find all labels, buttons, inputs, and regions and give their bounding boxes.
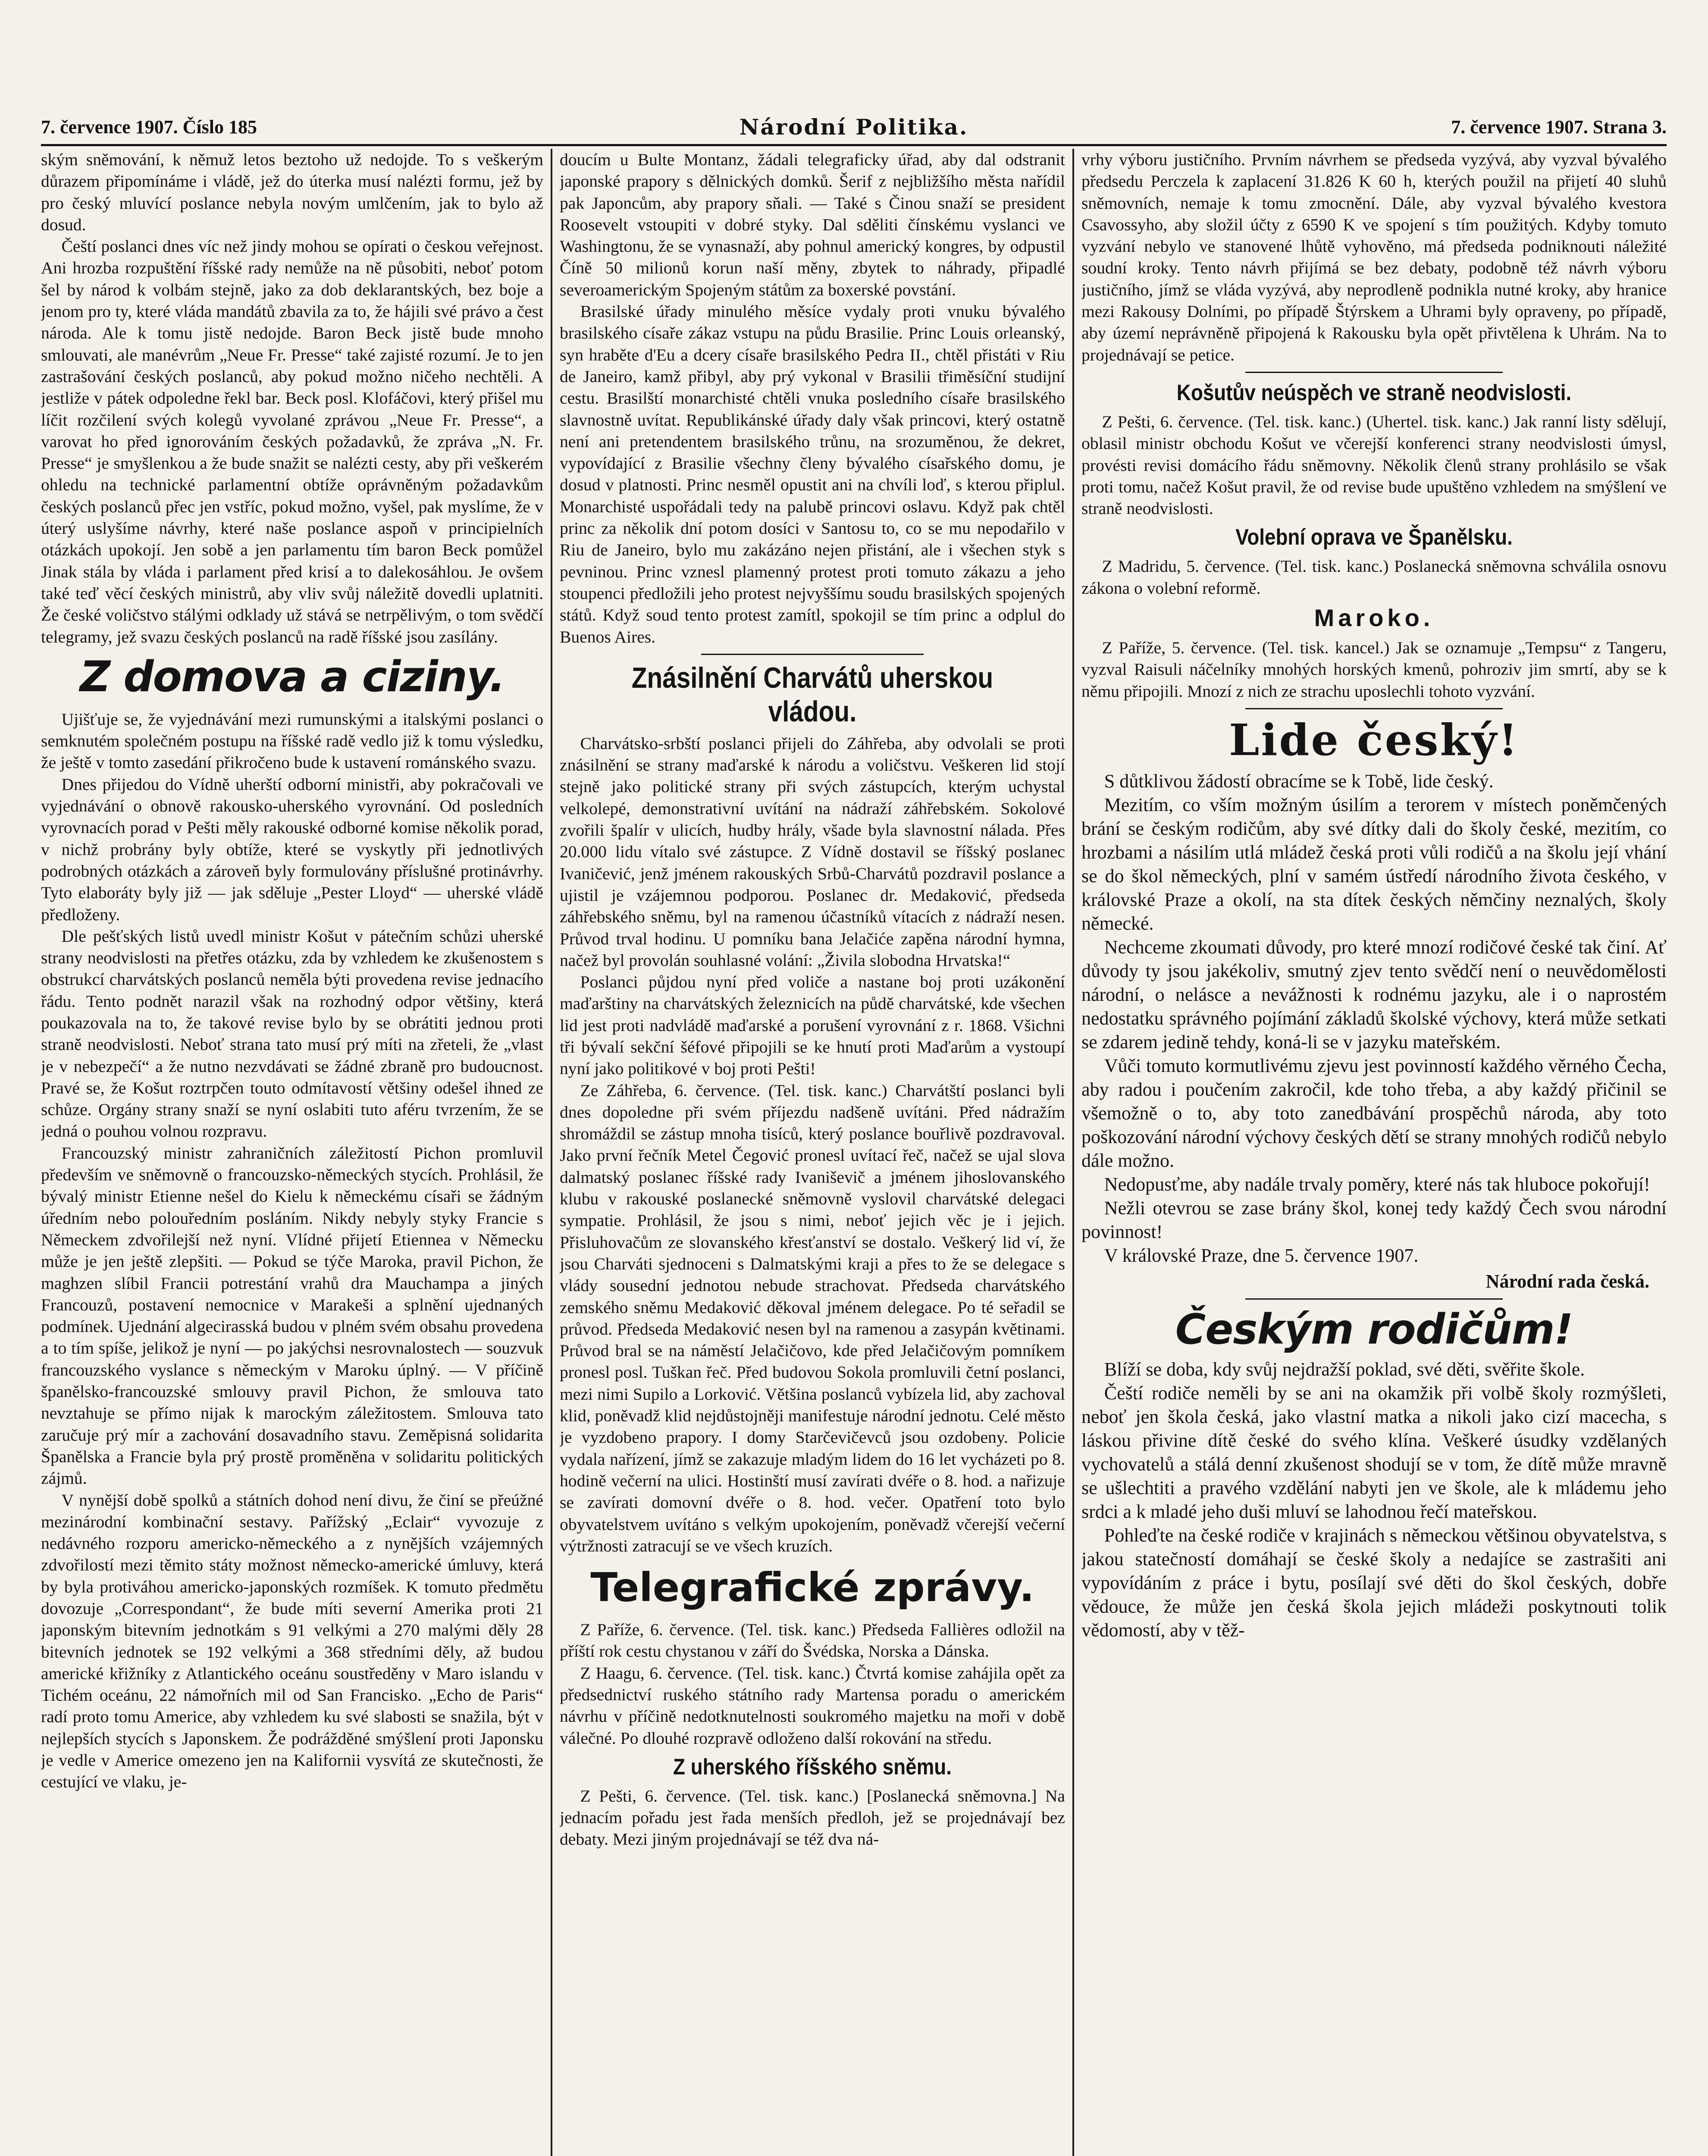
appeal-paragraph: Nechceme zkoumati důvody, pro které mnozí rodičové české tak činí. Ať důvody ty jsou jakékoliv, smutný zjev tento svědčí není o neuvědomělosti národní, o nelásce a nevážnosti k rodnému jazyku, ale i o naprostém nedostatku správného pojímání základů školské výchovy, která může setkati se zdarem jedině tehdy, koná-li se v jazyku mateřském.: [1081, 936, 1667, 1053]
masthead-rule: [41, 144, 1667, 146]
article-paragraph: ským sněmování, k němuž letos beztoho už nedojde. To s veškerým důrazem připomínáme i vládě, jež do úterka musí nalézti formu, jež by pro český mluvící poslance nebyla novým umlčením, jak to bylo až dosud.: [41, 150, 543, 234]
masthead-title: Národní Politika.: [739, 114, 968, 140]
article-separator: [701, 654, 924, 655]
article-paragraph: Z Paříže, 6. července. (Tel. tisk. kanc.) Předseda Fallières odložil na příští rok cestu chystanou v září do Švédska, Norska a Dánska.: [560, 1620, 1065, 1661]
article-paragraph: Francouzský ministr zahraničních záležitostí Pichon promluvil především ve sněmovně o francouzsko-německých stycích. Prohlásil, že bývalý ministr Etienne nešel do Kielu k německému císaři se žádným úředním nebo polouředním posláním. Nikdy nebyly styky Francie s Německem zdvořilejší než nyní. Vlídné přijetí Etiennea v Německu může je jen ještě zlepšiti. — Pokud se týče Maroka, pravil Pichon, že maghzen slíbil Francii potrestání vrahů dra Mauchampa a jiných Francouzů, postavení nemocnice v Marakeši a splnění ujednaných podmínek. Ujednání algecirasská budou v plném svém obsahu provedena a to tím spíše, jelikož je nyní — po jakýchsi nesrovnalostech — souzvuk francouzského vyslance s německým v Maroku úplný. — V příčině španělsko-francouzské smlouvy pravil Pichon, že smlouva tato nevztahuje se přímo nijak k marockým záležitostem. Smlouva tato zaručuje prý mír a zachování dosavadního stavu. Zeměpisná solidarita Španělska a Francie byla prý prostě proměněna v solidaritu politických zájmů.: [41, 1143, 543, 1488]
article-paragraph: vrhy výboru justičního. Prvním návrhem se předseda vyzývá, aby vyzval bývalého předsedu Perczela k zaplacení 31.826 K 60 h, kterých použil na přijetí 40 sluhů sněmovních, nemaje k tomu zmocnění. Dále, aby vyzval bývalého kvestora Csavossyho, aby složil účty z 6590 K ve spojení s tím použitých. Kdyby tomuto vyzvání nebylo ve stanovené lhůtě vyhověno, má předseda podniknouti náležité soudní kroky. Tento návrh přijímá se bez debaty, podobně též návrh výboru justičního, jímž se vláda vyzývá, aby neprodleně podnikla nutné kroky, aby hranice mezi Rakousy Dolními, po případě Štýrskem a Uhrami byly opraveny, po případě, aby území neprávněně připojená k Rakousku byla opět přivtělena k Uhrám. Na to projednávají se petice.: [1081, 150, 1667, 364]
heading-morocco: Maroko.: [1314, 604, 1434, 632]
appeal-paragraph: Čeští rodiče neměli by se ani na okamžik při volbě školy rozmýšleti, neboť jen škola česká, jako vlastní matka a nikoli jako cizí macecha, s láskou přivine dítě české do svého klína. Veškeré úsudky vzdělaných vychovatelů a stálá denní zkušenost shodují se v tom, že dítě může mravně se ušlechtiti a pravého vzdělání nabyti jen ve škole, ale k mládemu jeho srdci a k mladé jeho duši mluví se lahodnou řečí mateřskou.: [1081, 1382, 1667, 1523]
appeal-dateline: V královské Praze, dne 5. července 1907.: [1104, 1244, 1419, 1266]
article-paragraph: Brasilské úřady minulého měsíce vydaly proti vnuku bývalého brasilského císaře zákaz vstupu na půdu Brasilie. Princ Louis orleanský, syn hraběte d'Eu a dcery císaře brasilského Pedra II., chtěl přistáti v Riu de Janeiro, kamž přibyl, aby prý vykonal v Brasilii třiměsíční studijní cestu. Brasilští monarchisté chtěli vnuka posledního císaře brasilského slavnostně uvítat. Republikánské úřady daly však princovi, který ostatně není ani pretendentem brasilského trůnu, na srozuměnou, že dekret, vypovídající z Brasilie všechny členy bývalého císařského domu, je dosud v platnosti. Princ nesměl opustit ani na chvíli loď, s kterou připlul. Monarchisté uspořádali tedy na palubě princovi oslavu. Když pak chtěl princ za několik dní potom dosíci v Santosu to, co se mu nepodařilo v Riu de Janeiro, bylo mu zakázáno nejen přistání, ale i všechen styk s pevninou. Princ vznesl plamenný protest proti tomuto zákazu a jeho stoupenci předložili jeho protest nejvyššímu soudu brasilských spojených států. Když soud tento protest zamítl, spokojil se tím princ a odplul do Buenos Aires.: [560, 302, 1065, 646]
article-paragraph: Z Haagu, 6. července. (Tel. tisk. kanc.) Čtvrtá komise zahájila opět za předsednictví ruského státního rady Martensa poradu o americkém návrhu v příčině nedotknutelnosti soukromého majetku na moři v době válečné. Po dlouhé rozpravě odloženo další rokování na středu.: [560, 1663, 1065, 1748]
column-left: [41, 149, 543, 2156]
masthead: [41, 112, 1667, 142]
heading-croatia: Znásilnění Charvátů uherskou vládou.: [631, 661, 993, 728]
appeal-signature: Národní rada česká.: [1485, 1270, 1649, 1292]
appeal-paragraph: Nežli otevrou se zase brány škol, konej tedy každý Čech svou národní povinnost!: [1081, 1197, 1667, 1242]
article-paragraph: V nynější době spolků a státních dohod není divu, že činí se přeúžné mezinárodní kombinační sestavy. Pařížský „Eclair“ vyvozuje z nedávného rozporu americko-německého a z nynějších vzájemných zdvořilostí mezi těmito státy možnost německo-americké úmluvy, která by byla protiváhou americko-japonských rozmíšek. K tomuto předmětu dovozuje „Correspondant“, že bude míti severní Amerika proti 21 japonským bitevním jednotkám s 91 velkými a 270 malými děly 28 bitevních jednotek se 192 velkými a 368 středními děly, až budou americké křižníky z Atlantického oceánu soustředěny v Maro islandu v Tichém oceánu, 22 námořních mil od San Francisko. „Echo de Paris“ radí proto tomu Americe, aby vzhledem ku své slabosti se snažila, být v nejlepších stycích s Japonskem. Že podrážděné smýšlení proti Japonsku je vedle v Americe omezeno jen na Kalifornii vysvítá ze skutečnosti, že cestující ve vlaku, je-: [41, 1490, 543, 1792]
heading-czech-parents: Českým rodičům!: [1175, 1305, 1573, 1354]
article-paragraph: Čeští poslanci dnes víc než jindy mohou se opírati o českou veřejnost. Ani hrozba rozpuštění říšské rady nemůže na ně působiti, neboť potom šel by národ k volbám stejně, jako za dob deklarantských, bez boje a jenom pro ty, které vláda mandátů zbavila za to, že hájili své právo a čest národa. Ale k tomu jistě nedojde. Baron Beck jistě bude mnoho smlouvati, ale manévrům „Neue Fr. Presse“ také zajisté rozumí. Je to jen zastrašování českých poslanců, aby pokud možno ničeho nechtěli. A jestliže v pátek odpoledne řekl bar. Beck posl. Klofáčovi, který přišel mu líčit rozčilení svých kolegů vyvolané zprávou „Neue Fr. Presse“, a varovat ho před ignorováním českých požadavků, že zpráva „N. Fr. Presse“ je smyšlenkou a že bude snažit se nalézti cesty, aby při veškerém ohledu na technické parlamentní obtíže oprávněným požadavkům českých poslanců přec jen vstříc, pokud možno, vyšel, pak myslíme, že v úterý uslyšíme návrhy, které naše poslance aspoň v principielních otázkách upokojí. Jen sobě a jen parlamentu tím baron Beck pomůžel Jinak stála by vláda i parlament před krisí a to dalekosáhlou. Je ovšem také teď věcí českých ministrů, aby vliv svůj náležitě dovedli uplatniti. Že české voličstvo stálými odklady už stává se netrpělivým, o tom svědčí telegramy, jež svazu českých poslanců na radě říšské jsou zasílány.: [41, 237, 543, 646]
article-paragraph: Z Paříže, 5. července. (Tel. tisk. kancel.) Jak se oznamuje „Tempsu“ z Tangeru, vyzval Raisuli náčelníky mnohých horských kmenů, pohroziv jim smrtí, aby se k němu připojili. Mnozí z nich ze strachu uposlechli tohoto vyzvání.: [1081, 638, 1667, 701]
section-heading-domestic-foreign: Z domova a ciziny.: [80, 652, 505, 702]
heading-kossuth: Košutův neúspěch ve straně neodvislosti.: [1176, 380, 1572, 405]
article-paragraph: Charvátsko-srbští poslanci přijeli do Záhřeba, aby odvolali se proti znásilnění se strany maďarské k národu a voličstvu. Veškeren lid stojí stejně jako politické strany při svých zástupcích, kterým uchystal velkolepé, demonstrativní uvítání na nádraží záhřebském. Sokolové zvořili špalír v ulicích, hudby hrály, všade byla slavnostní nálada. Přes 20.000 lidu vítalo své zástupce. Z Vídně dostavil se říšský poslanec Ivaničević, jenž jménem rakouských Srbů-Charvátů pozdravil poslance a ujistil je vzájemnou podporou. Poslanec dr. Medaković, předseda záhřebského sněmu, byl na ramenou účastníků vítacích z nádraží nesen. Průvod trval hodinu. U pomníku bana Jelačiće zapěna národní hymna, načež byl provolán souhlasné volání: „Živila slobodna Hrvatska!“: [560, 733, 1065, 970]
article-paragraph: Z Pešti, 6. července. (Tel. tisk. kanc.) (Uhertel. tisk. kanc.) Jak ranní listy sdělují, oblasil ministr obchodu Košut ve včerejší konferenci strany neodvislosti úmysl, provésti revisi domácího řádu sněmovny. Několik členů strany prohlásilo se však proti tomu, načež Košut pravil, že od revise bude upuštěno vzhledem na smýšlení ve straně neodvislosti.: [1081, 412, 1667, 518]
heading-czech-people: Lide český!: [1229, 714, 1519, 765]
column-right: [1081, 149, 1667, 2156]
column-divider: [1072, 149, 1074, 2156]
heading-hungarian-parliament: Z uherského říšského sněmu.: [673, 1754, 952, 1780]
appeal-paragraph: Vůči tomuto kormutlivému zjevu jest povinností každého věrného Čecha, aby radou i poučením zakročil, kde toho třeba, a aby každý přičinil se všemožně o to, aby toto zanedbávání prospěchů národa, aby toto poškozování národní výchovy českých dětí se strany mnohých rodičů nebylo dále možno.: [1081, 1055, 1667, 1171]
article-paragraph: Z Madridu, 5. července. (Tel. tisk. kanc.) Poslanecká sněmovna schválila osnovu zákona o volební reformě.: [1081, 557, 1667, 598]
article-paragraph: Ujišťuje se, že vyjednávání mezi rumunskými a italskými poslanci o semknutém společném postupu na říšské radě vedlo již k tomu výsledku, že ještě v tomto zasedání přikročeno bude k ustavení románského svazu.: [41, 709, 543, 772]
column-divider: [551, 149, 552, 2156]
masthead-date-page: 7. července 1907. Strana 3.: [1451, 116, 1667, 138]
article-separator: [1245, 372, 1503, 373]
article-paragraph: Ze Záhřeba, 6. července. (Tel. tisk. kanc.) Charvátští poslanci byli dnes dopoledne při svém příjezdu nadšeně uvítáni. Před nádražím shromáždil se zástup mnoha tisíců, který poslance bouřlivě pozdravoval. Jako první řečník Metel Čegović pronesl uvítací řeč, načež se ujal slova dalmatský poslanec říšské rady Ivaniševič a jménem jihoslovanského klubu v rakouské poslanecké sněmovně vyslovil charvátské delegaci sympatie. Prohlásil, že jsou s nimi, neboť jejich věc je i jejich. Přisluhovačům ze slovanského křesťanství se dostalo. Veškerý lid ví, že jsou Charváti sjednoceni s Dalmatskými kraji a přes to že se delegace s vlády sousední jednotou nebude strachovat. Předseda charvátského zemského sněmu Medaković děkoval jménem delegace. Po té seřadil se průvod. Předseda Medaković nesen byl na ramenou a zasypán květinami. Průvod bral se na náměstí Jelačičovo, kde před Jelačičovým pomníkem pronesl posl. Tuškan řeč. Před budovou Sokola promluvili četní poslanci, mezi nimi Supilo a Lorković. Většina poslanců vybízela lid, aby zachoval klid, poněvadž klid nejdůstojněji manifestuje národní jednotu. Celé město je vyzdobeno prapory. I domy Starčevičevců jsou ozdobeny. Policie vydala nařízení, jímž se zakazuje mladým lidem do 16 let vycházeti po 8. hodině večerní na ulici. Hostinští musí zavírati dvéře o 8. hod. a nařizuje se zavírati domovní dvéře o 8. hod. večer. Opatření toto bylo obyvatelstvem uvítáno s velkým upokojením, poněvadž včerejší večerní výtržnosti zatracují se ve všech kruzích.: [560, 1081, 1065, 1555]
appeal-paragraph: Nedopusťme, aby nadále trvaly poměry, které nás tak hluboce pokořují!: [1104, 1173, 1650, 1195]
appeal-paragraph: Blíží se doba, kdy svůj nejdražší poklad, své děti, svěřite škole.: [1104, 1359, 1585, 1380]
heading-spain: Volební oprava ve Španělsku.: [1235, 525, 1513, 550]
heading-telegraph: Telegrafické zprávy.: [590, 1564, 1034, 1611]
appeal-paragraph: S důtklivou žádostí obracíme se k Tobě, lide český.: [1104, 770, 1494, 792]
article-paragraph: Z Pešti, 6. července. (Tel. tisk. kanc.) [Poslanecká sněmovna.] Na jednacím pořadu jest řada menších předloh, jež se projednávají bez debaty. Mezi jiným projednávají se též dva ná-: [560, 1786, 1065, 1849]
article-paragraph: Dnes přijedou do Vídně uherští odborní ministři, aby pokračovali ve vyjednávání o obnově rakousko-uherského vyrovnání. Od posledních vyrovnacích porad v Pešti měly rakouské odborné komise několik porad, v nichž probrány byly obtíže, které se vyskytly při jednotlivých podrobných otázkách a zároveň byly formulovány příslušné protinávrhy. Tyto elaboráty byly již — jak sděluje „Pester Lloyd“ — uherské vládě předloženy.: [41, 774, 543, 924]
appeal-paragraph: Mezitím, co vším možným úsilím a terorem v místech poněmčených brání se českým rodičům, aby své dítky dali do školy české, mezitím, co hrozbami a násilím utlá mládež česká proti vůli rodičů a na školu její vhání se do škol německých, plní v samém ústředí národního života českého, v královské Praze a okolí, na sta dítek českých němčiny neznalých, školy německé.: [1081, 794, 1667, 934]
article-paragraph: doucím u Bulte Montanz, žádali telegraficky úřad, aby dal odstranit japonské prapory s dělnických domků. Šerif z nejbližšího města nařídil pak Japoncům, aby prapory sňali. — Také s Činou snaží se president Roosevelt vstoupiti v dobré styky. Dal sděliti čínskému vyslanci ve Washingtonu, že se vynasnaží, aby pohnul americký kongres, by odpustil Číně 50 milionů korun naší měny, zbytek to náhrady, připadlé severoamerickým Spojeným státům za boxerské povstání.: [560, 150, 1065, 299]
appeal-paragraph: Pohleďte na české rodiče v krajinách s německou většinou obyvatelstva, s jakou statečností domáhají se české školy a nedajíce se zastrašiti ani vypovídáním z práce i bytu, posílají své děti do škol českých, dobře vědouce, že může jen česká škola jejich mládeži poskytnouti tolik vědomostí, aby v těž-: [1081, 1525, 1667, 1641]
article-separator: [1245, 1298, 1503, 1300]
article-paragraph: Dle pešťských listů uvedl ministr Košut v pátečním schůzi uherské strany neodvislosti na přetřes otázku, zda by vzhledem ke zkušenostem s obstrukcí charvátských poslanců neměla býti provedena revise jednacího řádu. Tento podnět narazil však na rozhodný odpor většiny, která poukazovala na to, že takové revise bylo by se obrátiti jednou proti straně neodvislosti. Neboť strana tato musí prý míti na zřeteli, že „vlast je v nebezpečí“ a že nutno nezvdávati se žádné zbraně pro budoucnost. Pravé se, že Košut roztrpčen touto odmítavostí většiny odešel ihned ze schůze. Orgány strany snaží se nyní oslabiti tuto aféru tvrzením, že se jedná o pouhou volnou rozpravu.: [41, 926, 543, 1141]
masthead-date-issue: 7. července 1907. Číslo 185: [41, 116, 257, 138]
article-paragraph: Poslanci půjdou nyní před voliče a nastane boj proti uzákonění maďarštiny na charvátských železnicích na půdě charvátské, kde všechen lid jest proti nadvládě maďarské a porušení vyrovnání z r. 1868. Všichni tři bývalí sekční šéfové připojili se ke hnutí proti Maďarům a vystoupí nyní jako politikové v boj proti Pešti!: [560, 972, 1065, 1078]
column-middle: [560, 149, 1065, 2156]
article-separator: [1245, 708, 1503, 709]
